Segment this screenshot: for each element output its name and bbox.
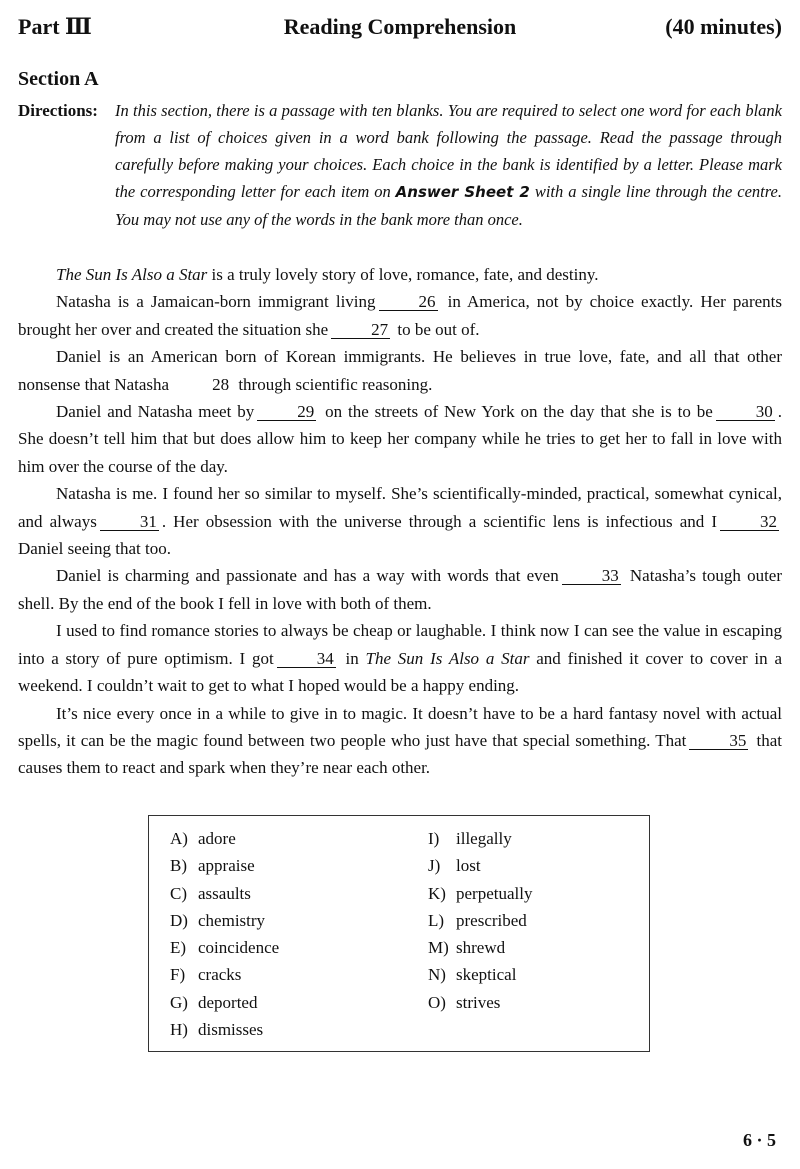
word-choice: N) skeptical [428,965,517,985]
blank-35[interactable]: 35 [689,732,748,750]
word-choice: M) shrewd [428,938,506,958]
directions [18,97,782,233]
time-limit: (40 minutes) [665,14,782,39]
word-bank-column-left [170,825,279,1043]
passage [18,261,782,782]
directions-text: In this section, there is a passage with ten blanks. You are required to select one word for each blank from a list of choices given in a word bank following the passage. Read the passage through carefully before making your choices. Each choice in the bank is identified by a letter. Please mark the corresponding letter for each item on Answer Sheet 2 with a single line through the centre. You may not use any of the words in the bank more than once. [115,101,782,229]
page-number: 6 · 5 [742,1130,776,1150]
book-title: The Sun Is Also a Star [365,648,530,668]
book-title: The Sun Is Also a Star [56,265,208,284]
blank-31[interactable]: 31 [100,513,159,531]
word-choice: I) illegally [428,829,512,848]
paragraph-3: Daniel is an American born of Korean immigrants. He believes in true love, fate, and all that other nonsense that Natasha 28 through scientific reasoning. [18,347,782,394]
paragraph-8: It’s nice every once in a while to give in to magic. It doesn’t have to be a hard fantasy novel with actual spells, it can be the magic found between two people who just have that special something. That 35 that causes them to react and spark when they’re near each other. [18,703,782,778]
paragraph-1: The Sun Is Also a Star is a truly lovely story of love, romance, fate, and destiny. [56,265,599,284]
blank-28[interactable]: 28 [212,374,230,394]
word-choice: C) assaults [170,883,251,903]
blank-33[interactable]: 33 [562,567,621,585]
blank-30[interactable]: 30 [716,403,775,421]
word-choice: A) adore [170,829,236,848]
word-choice: O) strives [428,992,501,1012]
part-label: Part Ⅲ [18,14,92,39]
word-choice: D) chemistry [170,910,266,930]
word-choice: E) coincidence [170,938,280,958]
paragraph-7: I used to find romance stories to always be cheap or laughable. I think now I can see the value in escaping into a story of pure optimism. I got 34 in The Sun Is Also a Star and finished it cover to cover in a weekend. I couldn’t wait to get to what I hoped would be a happy ending. [18,621,782,696]
page-title: Reading Comprehension [283,14,517,39]
paragraph-4: Daniel and Natasha meet by 29 on the streets of New York on the day that she is to be 30 . She doesn’t tell him that but does allow him to keep her company while he tries to get her to fall in love with him over the course of the day. [18,402,782,476]
word-choice: K) perpetually [428,883,533,903]
blank-34[interactable]: 34 [277,650,336,668]
answer-sheet-ref: Answer Sheet 2 [395,183,530,201]
word-choice: G) deported [170,992,258,1012]
word-bank [148,815,650,1052]
blank-32[interactable]: 32 [720,513,779,531]
word-choice: J) lost [428,856,481,876]
directions-label: Directions: [18,101,98,120]
page-header [18,14,782,48]
paragraph-2: Natasha is a Jamaican-born immigrant living 26 in America, not by choice exactly. Her parents brought her over and created the situation she 27 to be out of. [18,292,782,339]
word-choice: H) dismisses [170,1020,264,1040]
word-choice: F) cracks [170,965,242,985]
blank-26[interactable]: 26 [379,293,438,311]
word-bank-column-right [428,825,532,1016]
blank-27[interactable]: 27 [331,321,390,339]
word-choice: L) prescribed [428,910,527,930]
word-choice: B) appraise [170,856,255,876]
paragraph-6: Daniel is charming and passionate and has a way with words that even 33 Natasha’s tough outer shell. By the end of the book I fell in love with both of them. [18,566,782,613]
blank-29[interactable]: 29 [257,403,316,421]
paragraph-5: Natasha is me. I found her so similar to myself. She’s scientifically-minded, practical, somewhat cynical, and always 31 . Her obsession with the universe through a scientific lens is infectious and I 32 Daniel seeing that too. [18,484,782,559]
section-title: Section A [18,68,99,90]
